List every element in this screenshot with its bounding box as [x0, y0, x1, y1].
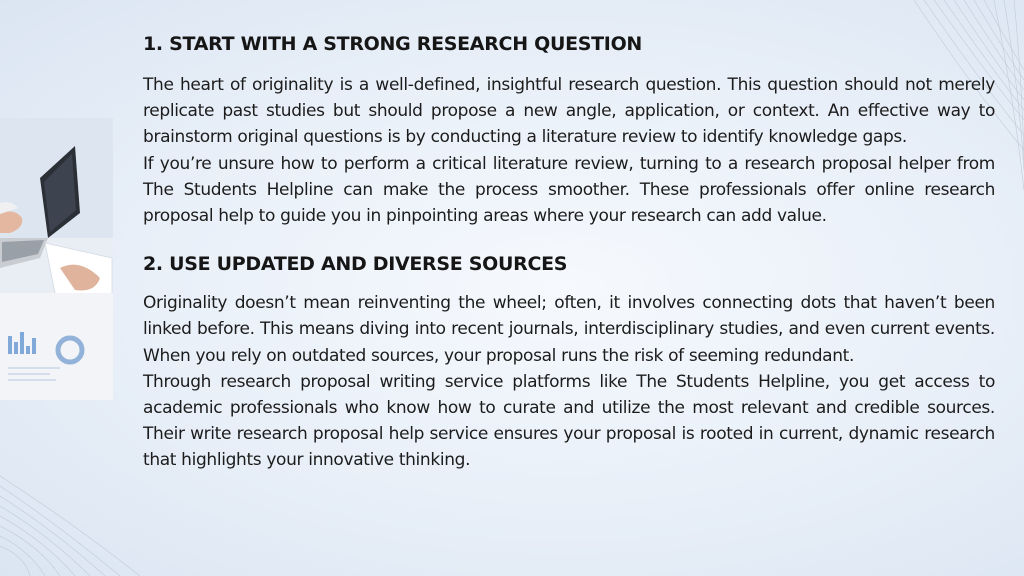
decorative-lines-bottom-left: [0, 466, 140, 576]
section-1-paragraph-2: If you’re unsure how to perform a critical literature review, turning to a research proposal helper from The Students Helpline can make the process smoother. These professionals offer online research proposal help to guide you in pinpointing areas where your research can add value.: [143, 153, 995, 227]
section-2-heading: 2. USE UPDATED AND DIVERSE SOURCES: [143, 253, 568, 276]
section-1-paragraph-1: The heart of originality is a well-defined, insightful research question. This question should not merely replicate past studies but should propose a new angle, application, or context. An effective way to brainstorm original questions is by conducting a literature review to identify knowledge gaps.: [143, 75, 995, 148]
laptop-desk-illustration: [0, 118, 113, 400]
main-content: [143, 30, 995, 474]
section-2-paragraph-1: Originality doesn’t mean reinventing the wheel; often, it involves connecting dots that haven’t been linked before. This means diving into recent journals, interdisciplinary studies, and even current events. When you rely on outdated sources, your proposal runs the risk of seeming redundant.: [143, 293, 995, 366]
section-1-heading: 1. START WITH A STRONG RESEARCH QUESTION: [143, 33, 643, 55]
laptop-work-photo: [0, 118, 113, 400]
section-2-paragraph-2: Through research proposal writing service platforms like The Students Helpline, you get access to academic professionals who know how to curate and utilize the most relevant and credible sources. Their write research proposal help service ensures your proposal is rooted in current, dynamic research that highlights your innovative thinking.: [143, 371, 995, 471]
